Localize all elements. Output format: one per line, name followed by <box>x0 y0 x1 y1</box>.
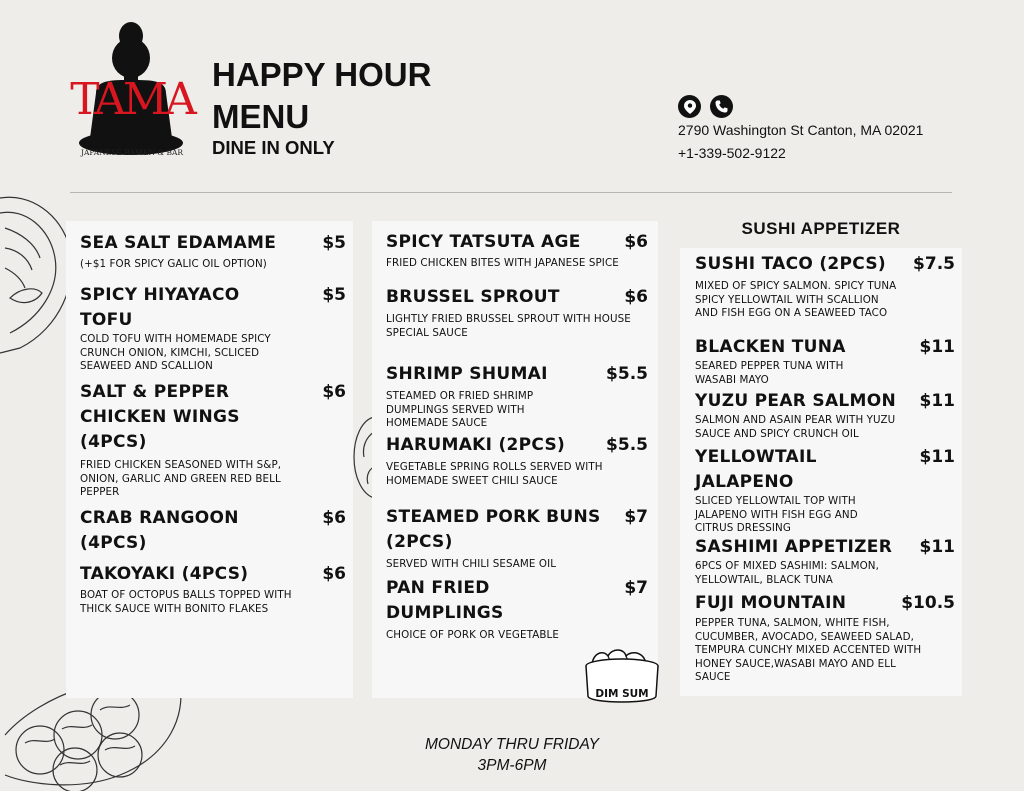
item-price: $5.5 <box>606 364 648 384</box>
item-price: $11 <box>919 447 955 467</box>
item-price: $6 <box>322 508 346 528</box>
address-text: 2790 Washington St Canton, MA 02021 <box>678 122 924 138</box>
menu-item <box>80 562 346 622</box>
item-description: VEGETABLE SPRING ROLLS SERVED WITH HOMEMADE SWEET CHILI SAUCE <box>386 461 603 487</box>
item-price: $7 <box>624 578 648 598</box>
item-name: PAN FRIED DUMPLINGS <box>386 578 504 623</box>
menu-item <box>695 389 955 444</box>
menu-item <box>695 535 955 590</box>
menu-item <box>695 591 955 691</box>
item-name: SUSHI TACO (2PCS) <box>695 254 887 274</box>
item-price: $6 <box>322 564 346 584</box>
item-description: BOAT OF OCTOPUS BALLS TOPPED WITH THICK SAUCE WITH BONITO FLAKES <box>80 589 292 615</box>
menu-item <box>386 362 648 427</box>
sushi-appetizer-heading: SUSHI APPETIZER <box>741 219 901 238</box>
item-name: FUJI MOUNTAIN <box>695 593 847 613</box>
item-description: STEAMED OR FRIED SHRIMP DUMPLINGS SERVED WITH HOMEMADE SAUCE <box>386 390 534 429</box>
item-name: SHRIMP SHUMAI <box>386 364 548 384</box>
menu-item <box>695 445 955 535</box>
item-name: YUZU PEAR SALMON <box>695 391 897 411</box>
item-description: MIXED OF SPICY SALMON. SPICY TUNA SPICY YELLOWTAIL WITH SCALLION AND FISH EGG ON A SEAWEED TACO <box>695 280 897 319</box>
item-name: SPICY TATSUTA AGE <box>386 232 581 252</box>
item-price: $11 <box>919 391 955 411</box>
menu-item <box>386 576 648 646</box>
item-description: FRIED CHICKEN BITES WITH JAPANESE SPICE <box>386 257 619 269</box>
menu-item <box>386 505 648 575</box>
item-price: $11 <box>919 537 955 557</box>
menu-item <box>695 335 955 390</box>
menu-item <box>80 380 346 500</box>
item-name: STEAMED PORK BUNS (2PCS) <box>386 507 601 552</box>
item-name: HARUMAKI (2PCS) <box>386 435 566 455</box>
item-price: $6 <box>624 287 648 307</box>
item-description: 6PCS OF MIXED SASHIMI: SALMON, YELLOWTAIL, BLACK TUNA <box>695 560 879 586</box>
item-description: SLICED YELLOWTAIL TOP WITH JALAPENO WITH FISH EGG AND CITRUS DRESSING <box>695 495 858 534</box>
item-description: SEARED PEPPER TUNA WITH WASABI MAYO <box>695 360 844 386</box>
dine-in-only-label: DINE IN ONLY <box>212 137 335 158</box>
menu-item <box>80 283 346 378</box>
header-divider <box>70 192 952 193</box>
menu-item <box>386 433 648 503</box>
contact-icons <box>678 95 733 118</box>
item-price: $6 <box>322 382 346 402</box>
menu-item <box>386 230 648 285</box>
item-description: FRIED CHICKEN SEASONED WITH S&P, ONION, GARLIC AND GREEN RED BELL PEPPER <box>80 459 282 498</box>
menu-column-1 <box>66 221 353 698</box>
item-price: $5.5 <box>606 435 648 455</box>
menu-column-2 <box>372 221 658 698</box>
item-name: SPICY HIYAYACO TOFU <box>80 285 240 330</box>
title-line-1: HAPPY HOUR <box>212 56 432 93</box>
page-title <box>212 54 431 138</box>
item-description: PEPPER TUNA, SALMON, WHITE FISH, CUCUMBER, AVOCADO, SEAWEED SALAD, TEMPURA CUNCHY MIXED ACCENTED WITH HONEY SAUCE,WASABI MAYO AND ELL SAUCE <box>695 617 922 683</box>
item-price: $5 <box>322 233 346 253</box>
location-pin-icon[interactable] <box>678 95 701 118</box>
item-description: SALMON AND ASAIN PEAR WITH YUZU SAUCE AND SPICY CRUNCH OIL <box>695 414 896 440</box>
dim-sum-basket-icon <box>580 644 664 712</box>
menu-item <box>695 252 955 337</box>
bowl-sketch-middle <box>352 412 374 502</box>
item-price: $7.5 <box>913 254 955 274</box>
hours-days: MONDAY THRU FRIDAY <box>425 736 599 753</box>
logo-subtitle: JAPANESE RAMEN & BAR <box>80 148 184 157</box>
menu-column-3 <box>680 248 962 696</box>
item-price: $6 <box>624 232 648 252</box>
menu-item <box>80 231 346 281</box>
item-description: LIGHTLY FRIED BRUSSEL SPROUT WITH HOUSE SPECIAL SAUCE <box>386 313 631 339</box>
item-price: $11 <box>919 337 955 357</box>
item-name: YELLOWTAIL JALAPENO <box>695 447 817 492</box>
item-name: TAKOYAKI (4PCS) <box>80 564 249 584</box>
phone-text: +1-339-502-9122 <box>678 145 786 161</box>
item-name: SALT & PEPPER CHICKEN WINGS (4PCS) <box>80 382 240 452</box>
item-description: SERVED WITH CHILI SESAME OIL <box>386 558 557 570</box>
item-name: SASHIMI APPETIZER <box>695 537 893 557</box>
item-name: BRUSSEL SPROUT <box>386 287 560 307</box>
item-price: $10.5 <box>901 593 955 613</box>
item-description: (+$1 FOR SPICY GALIC OIL OPTION) <box>80 258 267 270</box>
item-price: $7 <box>624 507 648 527</box>
logo-text: TAMA <box>70 74 194 125</box>
item-name: SEA SALT EDAMAME <box>80 233 277 253</box>
title-line-2: MENU <box>212 98 310 135</box>
item-name: BLACKEN TUNA <box>695 337 846 357</box>
item-name: CRAB RANGOON (4PCS) <box>80 508 239 553</box>
hours-time: 3PM-6PM <box>477 757 547 774</box>
item-description: COLD TOFU WITH HOMEMADE SPICY CRUNCH ONION, KIMCHI, SCLICED SEAWEED AND SCALLION <box>80 333 271 372</box>
phone-icon[interactable] <box>710 95 733 118</box>
item-price: $5 <box>322 285 346 305</box>
menu-item <box>386 285 648 345</box>
dim-sum-label: DIM SUM <box>595 688 649 700</box>
menu-item <box>80 506 346 561</box>
item-description: CHOICE OF PORK OR VEGETABLE <box>386 629 559 641</box>
